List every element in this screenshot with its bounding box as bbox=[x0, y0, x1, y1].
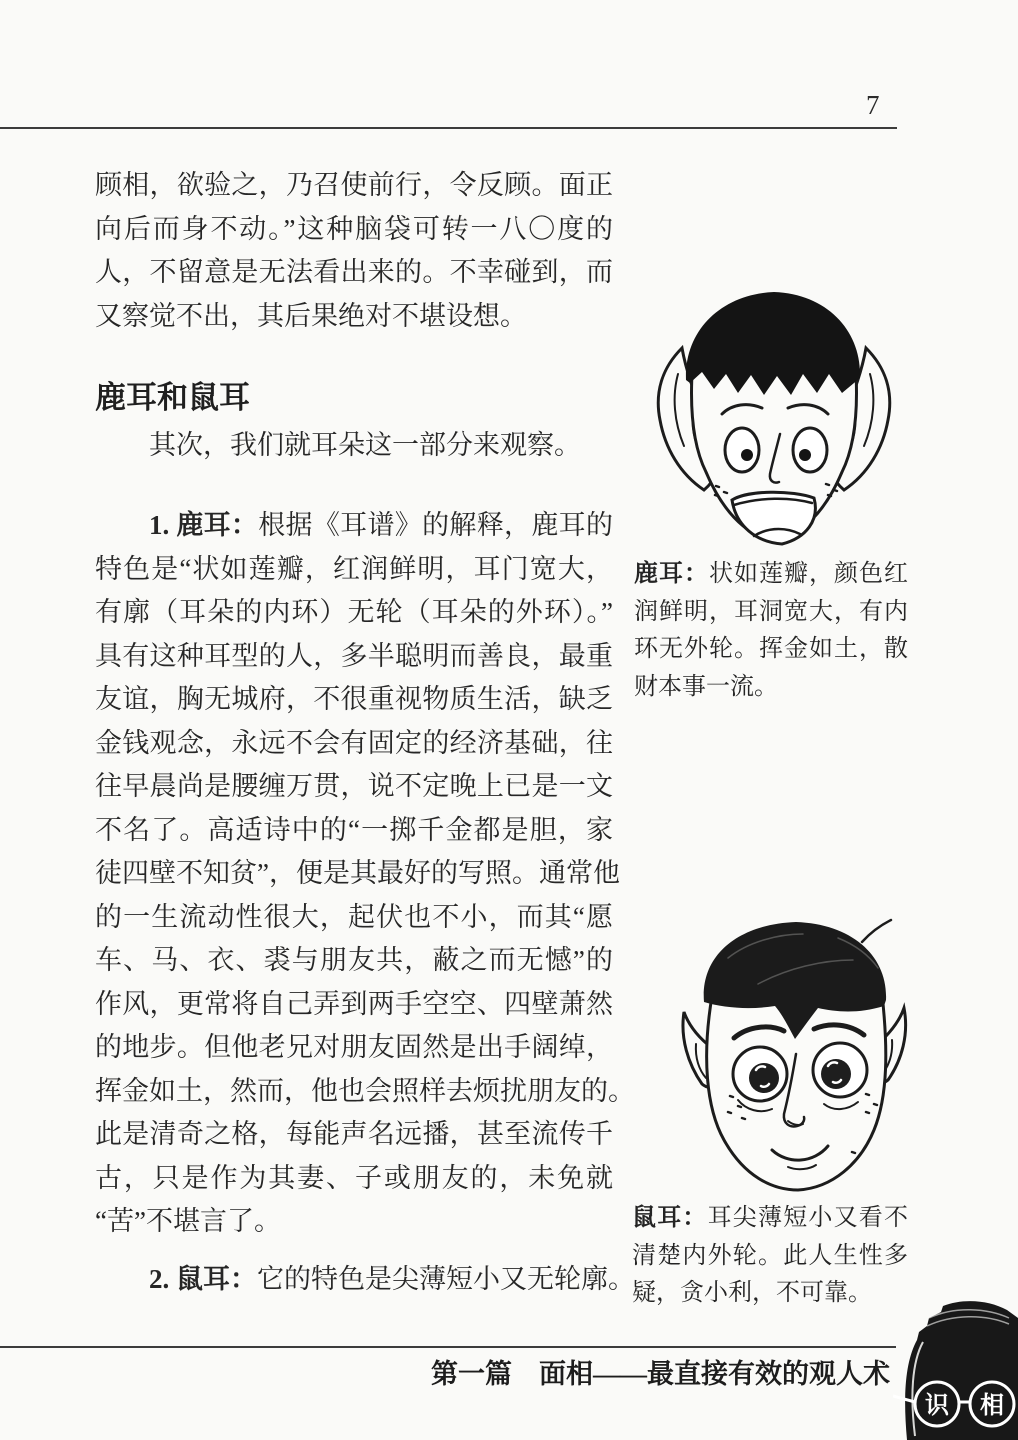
caption-label: 鹿耳： bbox=[634, 561, 709, 587]
list-number-label: 2. 鼠耳： bbox=[149, 1264, 257, 1294]
rat-ear-caption bbox=[632, 1200, 908, 1313]
paragraph-line: “苦”不堪言了。 bbox=[95, 1206, 281, 1236]
deer-ear-paragraph bbox=[95, 504, 635, 1244]
paragraph-line: 又察觉不出，其后果绝对不堪设想。 bbox=[95, 300, 527, 331]
rat-ear-face-illustration bbox=[638, 898, 953, 1198]
paragraph-line bbox=[95, 1258, 635, 1302]
paragraph-line: 作风，更常将自己弄到两手空空、四壁萧然 bbox=[95, 988, 613, 1019]
page-number: 7 bbox=[866, 90, 880, 120]
paragraph-line: 有廓（耳朵的内环）无轮（耳朵的外环）。” bbox=[95, 597, 613, 627]
list-number-label: 1. 鹿耳： bbox=[149, 510, 259, 540]
paragraph-line: 金钱观念，永远不会有固定的经济基础，往 bbox=[95, 727, 613, 758]
paragraph-line: 的地步。但他老兄对朋友固然是出手阔绰， bbox=[95, 1032, 613, 1062]
footer-chapter-title: 第一篇 面相——最直接有效的观人术 bbox=[431, 1359, 890, 1389]
paragraph-line: 向后而身不动。”这种脑袋可转一八〇度的 bbox=[95, 213, 613, 244]
paragraph-line: 徒四壁不知贫”，便是其最好的写照。通常他 bbox=[95, 858, 620, 888]
opening-paragraph bbox=[95, 164, 613, 338]
paragraph-line: 车、马、衣、裘与朋友共，蔽之而无憾”的 bbox=[95, 945, 613, 975]
hair bbox=[686, 292, 860, 395]
paragraph-line: 顾相，欲验之，乃召使前行，令反顾。面正 bbox=[95, 170, 613, 200]
paragraph-line: 具有这种耳型的人，多半聪明而善良，最重 bbox=[95, 640, 613, 671]
paragraph-text: 根据《耳谱》的解释，鹿耳的 bbox=[258, 510, 613, 540]
intro-paragraph bbox=[95, 424, 613, 468]
paragraph-line: 此是清奇之格，每能声名远播，甚至流传千 bbox=[95, 1119, 613, 1149]
paragraph-line: 挥金如土，然而，他也会照样去烦扰朋友的。 bbox=[95, 1075, 635, 1106]
deer-ear-face-illustration bbox=[630, 262, 918, 557]
stamp-right-character: 相 bbox=[980, 1392, 1004, 1419]
paragraph-line: 不名了。高适诗中的“一掷千金都是胆，家 bbox=[95, 814, 613, 845]
paragraph-line: 人，不留意是无法看出来的。不幸碰到，而 bbox=[95, 257, 613, 287]
stray-hair bbox=[862, 920, 891, 942]
paragraph-line: 的一生流动性很大，起伏也不小，而其“愿 bbox=[95, 901, 613, 932]
footer-rule bbox=[0, 1346, 896, 1348]
paragraph-line bbox=[95, 504, 613, 548]
paragraph-line: 友谊，胸无城府，不很重视物质生活，缺乏 bbox=[95, 684, 613, 714]
header-rule bbox=[0, 127, 897, 129]
deer-ear-caption bbox=[634, 556, 908, 706]
paragraph-line: 特色是“状如莲瓣，红润鲜明，耳门宽大， bbox=[95, 553, 613, 584]
stamp-left-character: 识 bbox=[925, 1392, 949, 1419]
caption-label: 鼠耳： bbox=[632, 1205, 708, 1231]
paragraph-line: 古，只是作为其妻、子或朋友的，未免就 bbox=[95, 1162, 613, 1193]
rat-ear-paragraph bbox=[95, 1258, 635, 1302]
caption-text: 状如莲瓣，颜色红润鲜明，耳洞宽大，有内环无外轮。挥金如土，散财本事一流。 bbox=[634, 561, 908, 700]
paragraph-line: 其次，我们就耳朵这一部分来观察。 bbox=[149, 430, 581, 460]
caption-text: 耳尖薄短小又看不清楚内外轮。此人生性多疑，贪小利，不可靠。 bbox=[632, 1205, 909, 1306]
paragraph-text: 它的特色是尖薄短小又无轮廓。 bbox=[257, 1264, 635, 1294]
book-series-stamp bbox=[893, 1296, 1018, 1440]
section-heading: 鹿耳和鼠耳 bbox=[95, 380, 250, 415]
paragraph-line: 往早晨尚是腰缠万贯，说不定晚上已是一文 bbox=[95, 771, 613, 801]
